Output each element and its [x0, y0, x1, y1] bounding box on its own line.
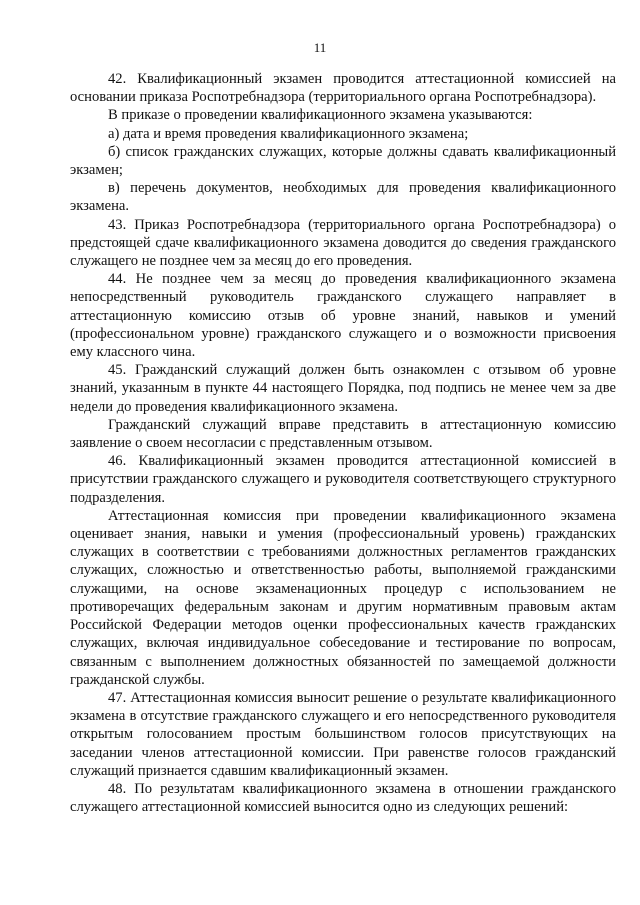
- paragraph-order-contents: В приказе о проведении квалификационного экзамена указываются:: [108, 107, 533, 124]
- paragraph-item-v: в) перечень документов, необходимых для проведения квалификационного экзамена.: [70, 180, 616, 215]
- paragraph-43: 43. Приказ Роспотребнадзора (территориального органа Роспотребнадзора) о предстоящей сдаче квалификационного экзамена доводится до сведения гражданского служащего не позднее чем за месяц до его проведения.: [70, 216, 616, 270]
- paragraph-item-a: а) дата и время проведения квалификационного экзамена;: [108, 125, 469, 142]
- page-number: 11: [313, 40, 327, 55]
- paragraph-42: 42. Квалификационный экзамен проводится аттестационной комиссией на основании приказа Роспотребнадзора (территориального органа Роспотребнадзора).: [70, 71, 616, 106]
- paragraph-45-disagreement: Гражданский служащий вправе представить в аттестационную комиссию заявление о своем несогласии с представленным отзывом.: [70, 416, 616, 452]
- paragraph-item-b: б) список гражданских служащих, которые должны сдавать квалификационный экзамен;: [70, 143, 616, 179]
- paragraph-46: 46. Квалификационный экзамен проводится аттестационной комиссией в присутствии гражданского служащего и руководителя соответствующего структурного подразделения.: [70, 453, 616, 506]
- paragraph-46-evaluation: Аттестационная комиссия при проведении квалификационного экзамена оценивает знания, навыки и умения (профессиональный уровень) гражданских служащих в соответствии с требованиями должностных регламентов гражданских служащих, сложностью и ответственностью работы, выполняемой гражданскими служащими, на основе экзаменационных процедур с использованием не противоречащих федеральным законам и другим нормативным правовым актам Российской Федерации методов оценки профессиональных качеств гражданских служащих, включая индивидуальное собеседование и тестирование по вопросам, связанным с выполнением должностных обязанностей по замещаемой должности гражданской службы.: [70, 507, 616, 688]
- paragraph-47: 47. Аттестационная комиссия выносит решение о результате квалификационного экзамена в отсутствие гражданского служащего и его непосредственного руководителя открытым голосованием простым большинством голосов присутствующих на заседании членов аттестационной комиссии. При равенстве голосов гражданский служащий признается сдавшим квалификационный экзамен.: [70, 689, 616, 779]
- document-body: [70, 70, 616, 816]
- paragraph-44: 44. Не позднее чем за месяц до проведения квалификационного экзамена непосредственный руководитель гражданского служащего направляет в аттестационную комиссию отзыв об уровне знаний, навыков и умений (профессиональном уровне) гражданского служащего и о возможности присвоения ему классного чина.: [70, 271, 616, 361]
- paragraph-45: 45. Гражданский служащий должен быть ознакомлен с отзывом об уровне знаний, указанным в пункте 44 настоящего Порядка, под подпись не менее чем за две недели до проведения квалификационного экзамена.: [70, 362, 616, 415]
- paragraph-48: 48. По результатам квалификационного экзамена в отношении гражданского служащего аттестационной комиссией выносится одно из следующих решений:: [70, 780, 616, 816]
